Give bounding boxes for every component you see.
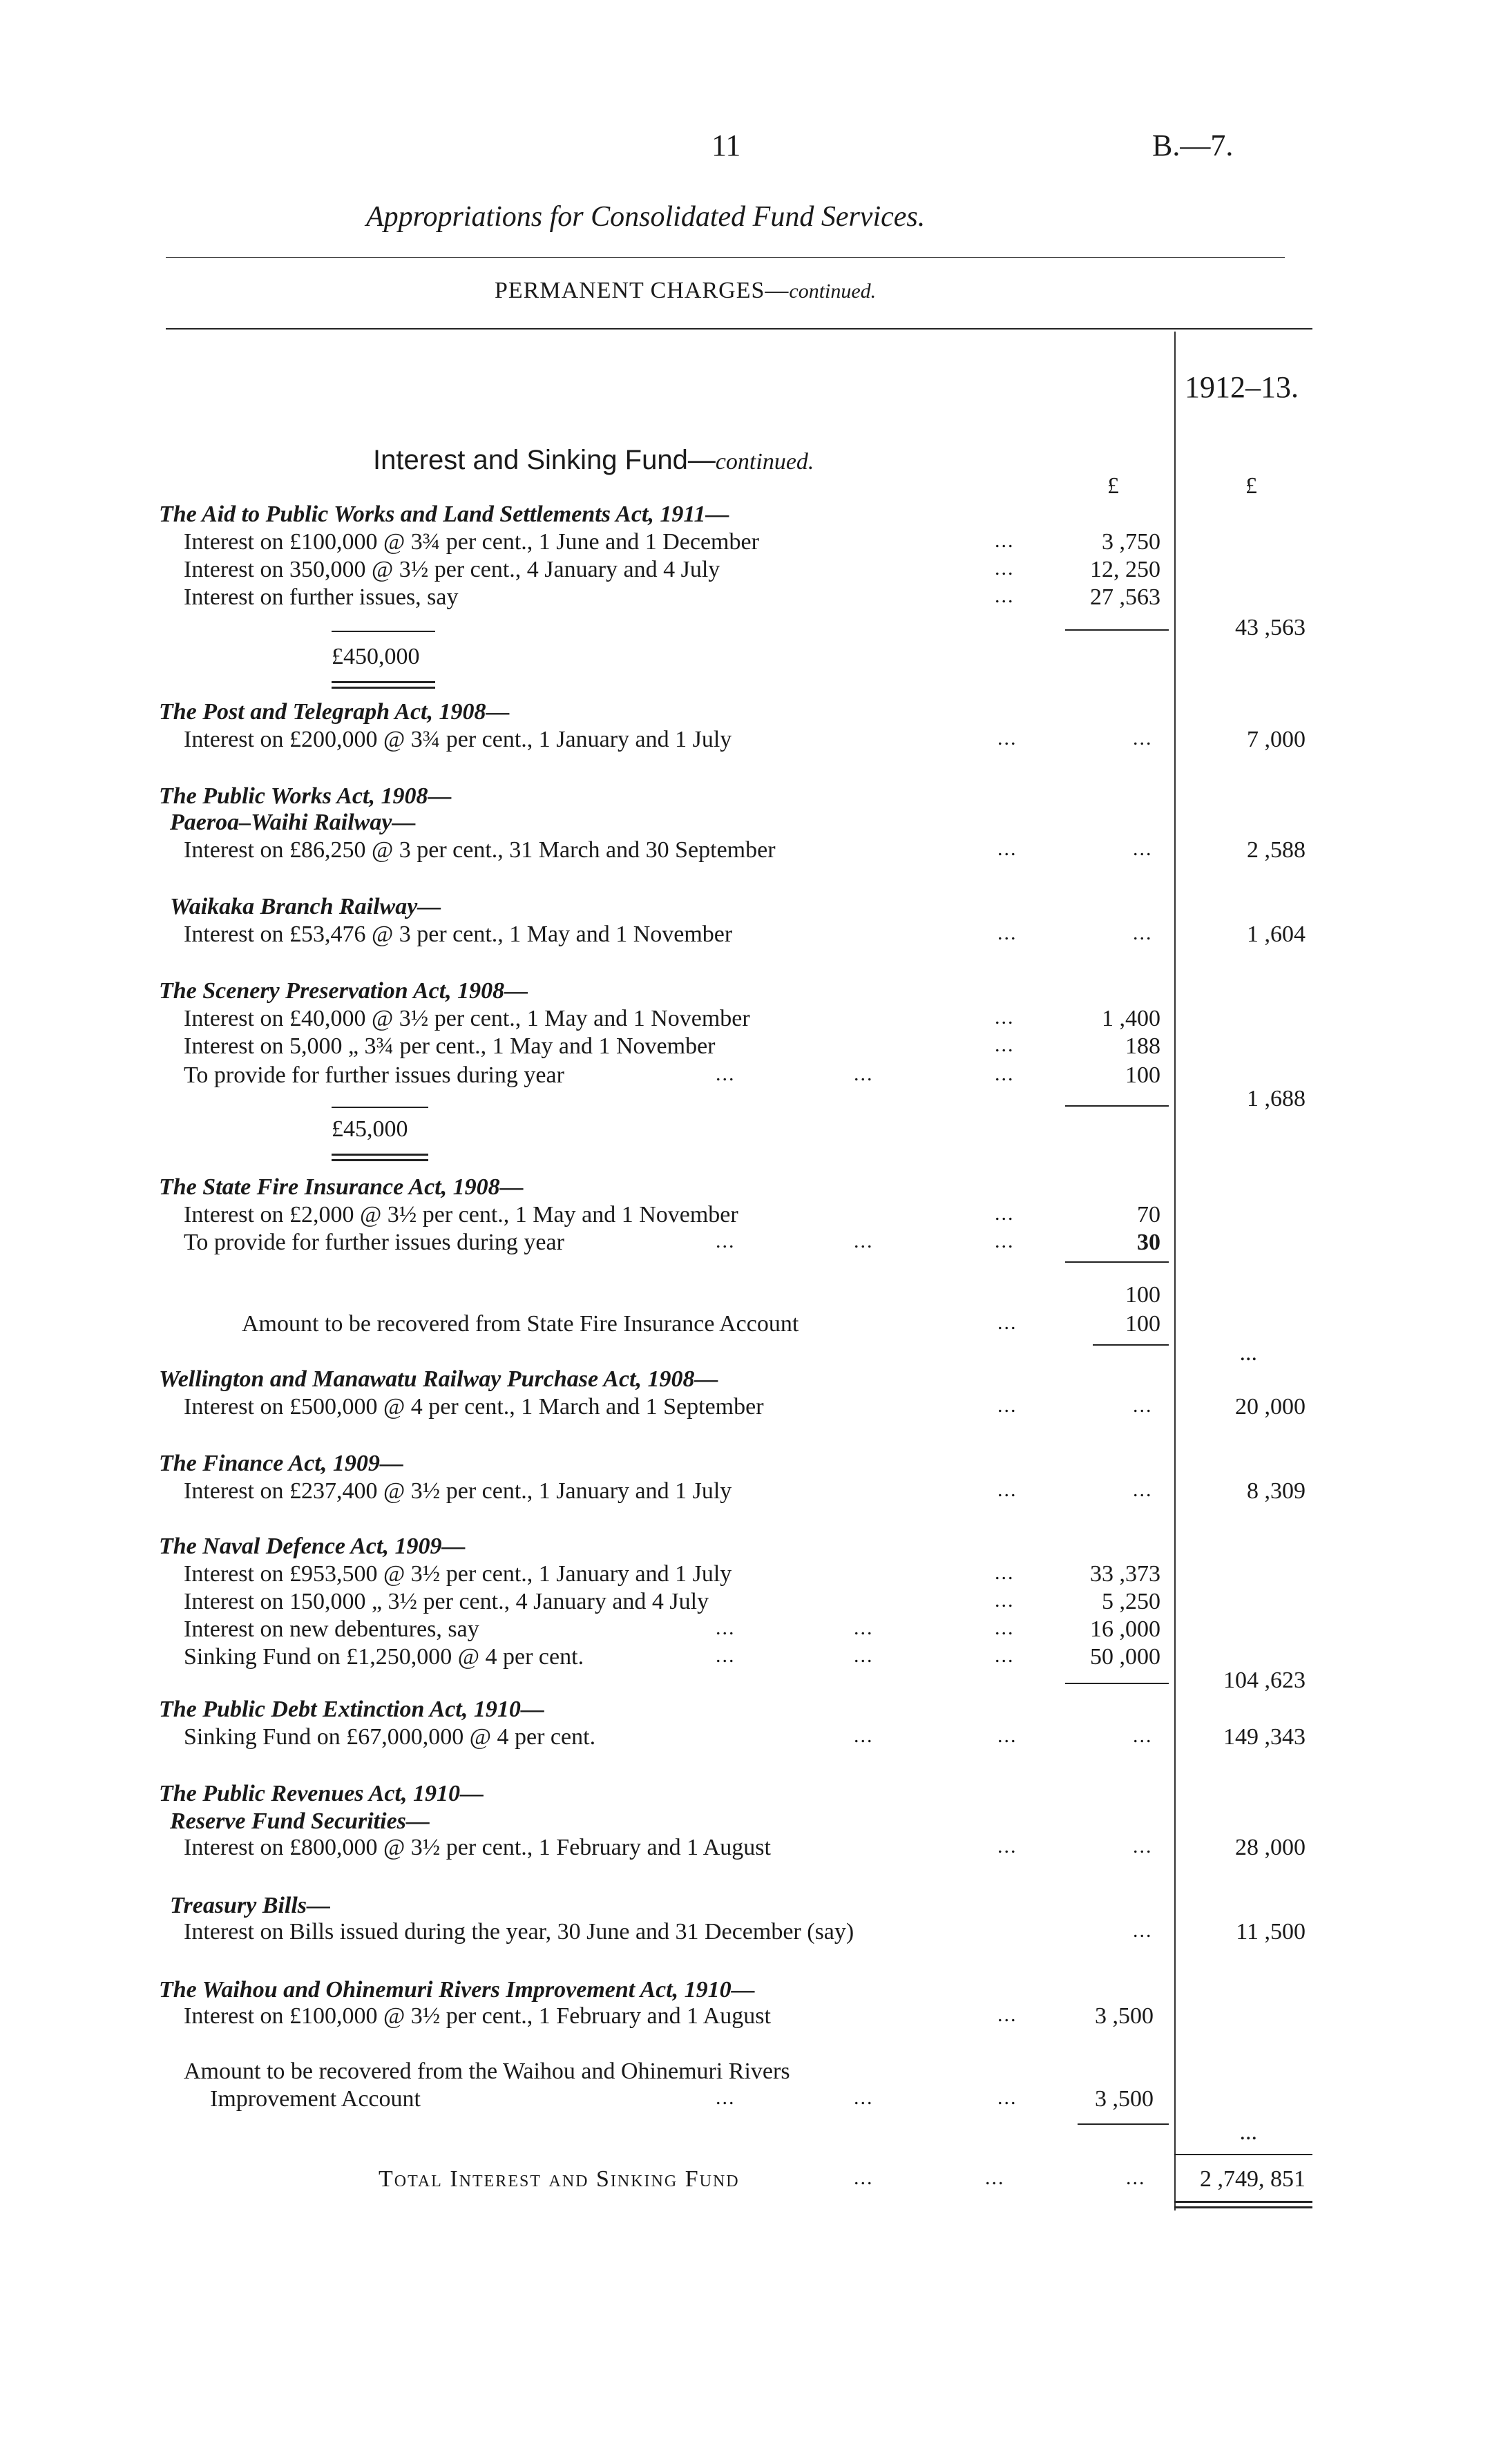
leader-dots: ...	[1133, 837, 1153, 860]
act-title-public-debt-extinction: The Public Debt Extinction Act, 1910—	[159, 1697, 544, 1722]
leader-dots: ...	[1126, 2166, 1146, 2189]
reserve-total: 28 ,000	[1235, 1835, 1306, 1860]
leader-dots: ...	[997, 1478, 1017, 1501]
naval-row-3-value: 16 ,000	[1090, 1616, 1160, 1642]
fire-total: ...	[1239, 1340, 1257, 1366]
inner-total-rule	[1065, 1683, 1169, 1684]
naval-row-1: Interest on £953,500 @ 3½ per cent., 1 January and 1 July	[184, 1561, 732, 1587]
subheading-reserve-fund: Reserve Fund Securities—	[170, 1808, 430, 1834]
scenery-row-2: Interest on 5,000 „ 3¾ per cent., 1 May and 1 November	[184, 1033, 716, 1059]
inner-total-rule	[1065, 1261, 1169, 1263]
leader-dots: ...	[716, 1644, 736, 1667]
inner-total-rule	[1065, 1105, 1169, 1107]
leader-dots: ...	[854, 1616, 874, 1639]
leader-dots: ...	[995, 1561, 1015, 1584]
waihou-recover-line-1: Amount to be recovered from the Waihou and Ohinemuri Rivers	[184, 2059, 790, 2084]
fire-row-1: Interest on £2,000 @ 3½ per cent., 1 May and 1 November	[184, 1202, 738, 1228]
fire-row-1-value: 70	[1137, 1202, 1160, 1228]
leader-dots: ...	[985, 2166, 1005, 2189]
leader-dots: ...	[1133, 1835, 1153, 1857]
leader-dots: ...	[854, 1724, 874, 1747]
year-column-heading: 1912–13.	[1185, 370, 1299, 404]
subtitle: PERMANENT CHARGES—continued.	[495, 278, 877, 303]
fire-recover-text: Amount to be recovered from State Fire Insurance Account	[242, 1311, 799, 1337]
naval-row-1-value: 33 ,373	[1090, 1561, 1160, 1587]
leader-dots: ...	[997, 921, 1017, 944]
leader-dots: ...	[995, 1202, 1015, 1225]
subtitle-rule	[166, 328, 1312, 330]
scenery-row-3-value: 100	[1125, 1062, 1160, 1088]
inner-total-rule	[1093, 1344, 1169, 1346]
leader-dots: ...	[1133, 1394, 1153, 1417]
leader-dots: ...	[854, 1062, 874, 1085]
paeroa-total: 2 ,588	[1247, 837, 1306, 863]
naval-row-3: Interest on new debentures, say	[184, 1616, 479, 1642]
inner-total-rule	[1065, 629, 1169, 631]
waihou-row: Interest on £100,000 @ 3½ per cent., 1 February and 1 August	[184, 2003, 771, 2029]
act-title-wellington-manawatu: Wellington and Manawatu Railway Purchase Act, 1908—	[159, 1366, 718, 1392]
leader-dots: ...	[854, 1644, 874, 1667]
leader-dots: ...	[997, 2086, 1017, 2109]
leader-dots: ...	[716, 1616, 736, 1639]
leader-dots: ...	[1133, 1478, 1153, 1501]
act-title-public-works: The Public Works Act, 1908—	[159, 783, 452, 809]
page-title: Appropriations for Consolidated Fund Services.	[366, 201, 926, 233]
subtotal-rule	[332, 631, 435, 632]
subheading-paeroa-waihi: Paeroa–Waihi Railway—	[170, 810, 416, 835]
leader-dots: ...	[1133, 921, 1153, 944]
fire-sum: 100	[1125, 1282, 1160, 1308]
aid-total: 43 ,563	[1235, 615, 1306, 640]
debt-row: Sinking Fund on £67,000,000 @ 4 per cent.	[184, 1724, 596, 1750]
leader-dots: ...	[997, 1311, 1017, 1334]
leader-dots: ...	[995, 1644, 1015, 1667]
leader-dots: ...	[716, 1230, 736, 1252]
inner-currency-symbol: £	[1107, 473, 1119, 499]
leader-dots: ...	[854, 1230, 874, 1252]
waihou-total: ...	[1239, 2119, 1257, 2145]
scenery-row-3: To provide for further issues during year	[184, 1062, 564, 1088]
act-title-naval-defence: The Naval Defence Act, 1909—	[159, 1534, 466, 1559]
scenery-row-1: Interest on £40,000 @ 3½ per cent., 1 May and 1 November	[184, 1006, 750, 1031]
act-title-post-telegraph: The Post and Telegraph Act, 1908—	[159, 699, 510, 725]
leader-dots: ...	[997, 1724, 1017, 1747]
fire-row-2: To provide for further issues during year	[184, 1230, 564, 1255]
naval-row-4: Sinking Fund on £1,250,000 @ 4 per cent.	[184, 1644, 584, 1670]
leader-dots: ...	[1133, 1724, 1153, 1747]
subheading-treasury-bills: Treasury Bills—	[170, 1893, 331, 1918]
leader-dots: ...	[1133, 727, 1153, 749]
treasury-row: Interest on Bills issued during the year, 30 June and 31 December (say)	[184, 1919, 854, 1945]
act-title-finance: The Finance Act, 1909—	[159, 1451, 403, 1476]
paeroa-row: Interest on £86,250 @ 3 per cent., 31 March and 30 September	[184, 837, 776, 863]
leader-dots: ...	[997, 727, 1017, 749]
aid-subtotal: £450,000	[332, 644, 420, 669]
subtotal-rule	[332, 1107, 428, 1108]
inner-total-rule	[1078, 2123, 1169, 2125]
naval-row-2-value: 5 ,250	[1102, 1589, 1160, 1614]
naval-total: 104 ,623	[1223, 1668, 1306, 1693]
post-total: 7 ,000	[1247, 727, 1306, 752]
aid-row-2-value: 12, 250	[1090, 557, 1160, 582]
document-reference: B.—7.	[1152, 128, 1234, 162]
leader-dots: ...	[995, 584, 1015, 607]
leader-dots: ...	[997, 1394, 1017, 1417]
leader-dots: ...	[995, 1589, 1015, 1612]
aid-row-1: Interest on £100,000 @ 3¾ per cent., 1 June and 1 December	[184, 529, 759, 555]
leader-dots: ...	[995, 1033, 1015, 1056]
total-label: Total Interest and Sinking Fund	[379, 2166, 740, 2192]
page-number: 11	[711, 128, 741, 162]
section-heading: Interest and Sinking Fund—continued.	[373, 445, 814, 475]
act-title-aid-public-works: The Aid to Public Works and Land Settlements Act, 1911—	[159, 502, 729, 527]
subtotal-double-rule	[332, 681, 435, 689]
leader-dots: ...	[1133, 1919, 1153, 1942]
waihou-recover-value: 3 ,500	[1095, 2086, 1154, 2112]
aid-row-3: Interest on further issues, say	[184, 584, 459, 610]
naval-row-4-value: 50 ,000	[1090, 1644, 1160, 1670]
subtotal-double-rule	[332, 1154, 428, 1161]
waikaka-row: Interest on £53,476 @ 3 per cent., 1 May and 1 November	[184, 921, 733, 947]
waihou-recover-line-2: Improvement Account	[210, 2086, 421, 2112]
leader-dots: ...	[854, 2086, 874, 2109]
treasury-total: 11 ,500	[1236, 1919, 1306, 1945]
aid-row-3-value: 27 ,563	[1090, 584, 1160, 610]
leader-dots: ...	[716, 2086, 736, 2109]
scenery-total: 1 ,688	[1247, 1086, 1306, 1111]
scenery-subtotal: £45,000	[332, 1116, 408, 1142]
title-rule	[166, 257, 1285, 258]
leader-dots: ...	[995, 1062, 1015, 1085]
leader-dots: ...	[997, 837, 1017, 860]
leader-dots: ...	[995, 557, 1015, 580]
leader-dots: ...	[854, 2166, 874, 2189]
leader-dots: ...	[995, 1006, 1015, 1029]
debt-total: 149 ,343	[1223, 1724, 1306, 1750]
post-row-1: Interest on £200,000 @ 3¾ per cent., 1 January and 1 July	[184, 727, 732, 752]
aid-row-2: Interest on 350,000 @ 3½ per cent., 4 January and 4 July	[184, 557, 720, 582]
naval-row-2: Interest on 150,000 „ 3½ per cent., 4 January and 4 July	[184, 1589, 709, 1614]
leader-dots: ...	[995, 1230, 1015, 1252]
leader-dots: ...	[716, 1062, 736, 1085]
grand-total: 2 ,749, 851	[1200, 2166, 1306, 2192]
leader-dots: ...	[997, 2003, 1017, 2026]
reserve-row: Interest on £800,000 @ 3½ per cent., 1 February and 1 August	[184, 1835, 771, 1860]
act-title-state-fire-insurance: The State Fire Insurance Act, 1908—	[159, 1174, 524, 1200]
leader-dots: ...	[997, 1835, 1017, 1857]
act-title-public-revenues: The Public Revenues Act, 1910—	[159, 1781, 484, 1806]
leader-dots: ...	[995, 1616, 1015, 1639]
finance-total: 8 ,309	[1247, 1478, 1306, 1504]
leader-dots: ...	[995, 529, 1015, 552]
act-title-waihou-ohinemuri: The Waihou and Ohinemuri Rivers Improvement Act, 1910—	[159, 1977, 755, 2003]
outer-currency-symbol: £	[1245, 473, 1257, 499]
fire-row-2-value: 30	[1137, 1230, 1160, 1255]
total-double-rule	[1174, 2201, 1312, 2208]
aid-row-1-value: 3 ,750	[1102, 529, 1160, 555]
scenery-row-2-value: 188	[1125, 1033, 1160, 1059]
fire-recover-value: 100	[1125, 1311, 1160, 1337]
act-title-scenery-preservation: The Scenery Preservation Act, 1908—	[159, 978, 528, 1004]
finance-row: Interest on £237,400 @ 3½ per cent., 1 January and 1 July	[184, 1478, 732, 1504]
total-top-rule	[1174, 2154, 1312, 2155]
waikaka-total: 1 ,604	[1247, 921, 1306, 947]
waihou-row-value: 3 ,500	[1095, 2003, 1154, 2029]
scenery-row-1-value: 1 ,400	[1102, 1006, 1160, 1031]
wellington-row: Interest on £500,000 @ 4 per cent., 1 March and 1 September	[184, 1394, 764, 1420]
subheading-waikaka: Waikaka Branch Railway—	[170, 894, 441, 919]
wellington-total: 20 ,000	[1235, 1394, 1306, 1420]
